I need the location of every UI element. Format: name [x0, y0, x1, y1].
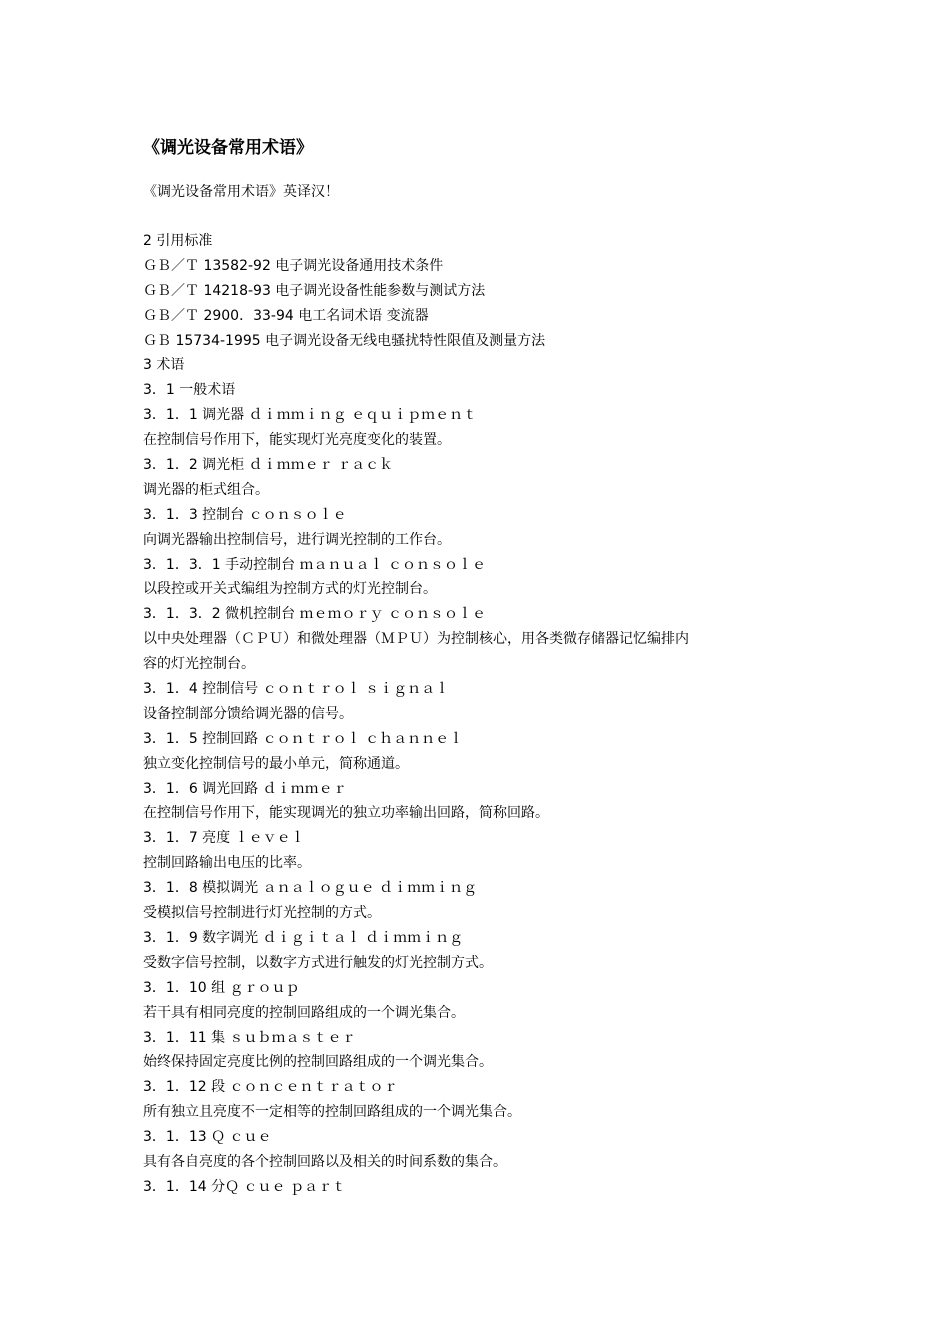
text-line: 3．1．14 分Ｑ ｃｕｅ ｐａｒｔ [143, 1178, 346, 1195]
text-line: 3．1．3 控制台 ｃｏｎｓｏｌｅ [143, 506, 347, 523]
document-body [143, 229, 823, 1200]
text-line: 受模拟信号控制进行灯光控制的方式。 [143, 905, 381, 922]
document-subtitle: 《调光设备常用术语》英译汉！ [143, 184, 339, 200]
text-line: 3．1．10 组 ｇｒｏｕｐ [143, 979, 300, 996]
text-line: 若干具有相同亮度的控制回路组成的一个调光集合。 [143, 1004, 465, 1021]
text-line: 3．1．13 Ｑ ｃｕｅ [143, 1129, 272, 1146]
text-line: 3．1．2 调光柜 ｄｉｍｍｅｒ ｒａｃｋ [143, 457, 394, 474]
text-line: 3．1．11 集 ｓｕｂｍａｓｔｅｒ [143, 1029, 356, 1046]
text-line: 3 术语 [143, 357, 185, 374]
text-line: 3．1．3．2 微机控制台 ｍｅｍｏｒｙ ｃｏｎｓｏｌｅ [143, 606, 486, 623]
text-line: ＧＢ／Ｔ 14218-93 电子调光设备性能参数与测试方法 [143, 282, 486, 299]
text-line: 向调光器输出控制信号，进行调光控制的工作台。 [143, 531, 451, 548]
text-line: 在控制信号作用下，能实现灯光亮度变化的装置。 [143, 432, 451, 449]
text-line: 调光器的柜式组合。 [143, 481, 269, 498]
text-line: 控制回路输出电压的比率。 [143, 855, 311, 872]
text-line: 始终保持固定亮度比例的控制回路组成的一个调光集合。 [143, 1054, 493, 1071]
text-line: 2 引用标准 [143, 233, 213, 249]
text-line: 3．1．7 亮度 ｌｅｖｅｌ [143, 830, 305, 847]
text-line: 3．1．1 调光器 ｄｉｍｍｉｎｇ ｅｑｕｉｐｍｅｎｔ [143, 407, 478, 424]
text-line: 设备控制部分馈给调光器的信号。 [143, 705, 353, 722]
text-line: 3．1．9 数字调光 ｄｉｇｉｔａｌ ｄｉｍｍｉｎｇ [143, 929, 464, 946]
text-line: 3．1．8 模拟调光 ａｎａｌｏｇｕｅ ｄｉｍｍｉｎｇ [143, 880, 478, 897]
text-line: 3．1．6 调光回路 ｄｉｍｍｅｒ [143, 780, 347, 797]
text-line: 3．1．4 控制信号 ｃｏｎｔｒｏｌ ｓｉｇｎａｌ [143, 681, 450, 698]
text-line: 3．1．12 段 ｃｏｎｃｅｎｔｒａｔｏｒ [143, 1079, 398, 1096]
text-line: 3．1．5 控制回路 ｃｏｎｔｒｏｌ ｃｈａｎｎｅｌ [143, 730, 464, 747]
text-line: ＧＢ 15734-1995 电子调光设备无线电骚扰特性限值及测量方法 [143, 332, 546, 349]
text-line: 独立变化控制信号的最小单元，简称通道。 [143, 755, 409, 772]
text-line: 3．1．3．1 手动控制台 ｍａｎｕａｌ ｃｏｎｓｏｌｅ [143, 556, 486, 573]
text-line: 所有独立且亮度不一定相等的控制回路组成的一个调光集合。 [143, 1104, 521, 1121]
document-title: 《调光设备常用术语》 [143, 138, 313, 158]
text-line: 在控制信号作用下，能实现调光的独立功率输出回路，简称回路。 [143, 805, 549, 822]
text-line: ＧＢ／Ｔ 2900．33-94 电工名词术语 变流器 [143, 307, 429, 324]
text-line: 以中央处理器（ＣＰＵ）和微处理器（ＭＰＵ）为控制核心，用各类微存储器记忆编排内 [143, 631, 689, 648]
text-line: 容的灯光控制台。 [143, 656, 255, 673]
text-line: 受数字信号控制，以数字方式进行触发的灯光控制方式。 [143, 954, 493, 971]
text-line: 以段控或开关式编组为控制方式的灯光控制台。 [143, 581, 437, 598]
text-line: ＧＢ／Ｔ 13582-92 电子调光设备通用技术条件 [143, 257, 444, 274]
text-line: 3．1 一般术语 [143, 382, 236, 399]
text-line: 具有各自亮度的各个控制回路以及相关的时间系数的集合。 [143, 1153, 507, 1170]
